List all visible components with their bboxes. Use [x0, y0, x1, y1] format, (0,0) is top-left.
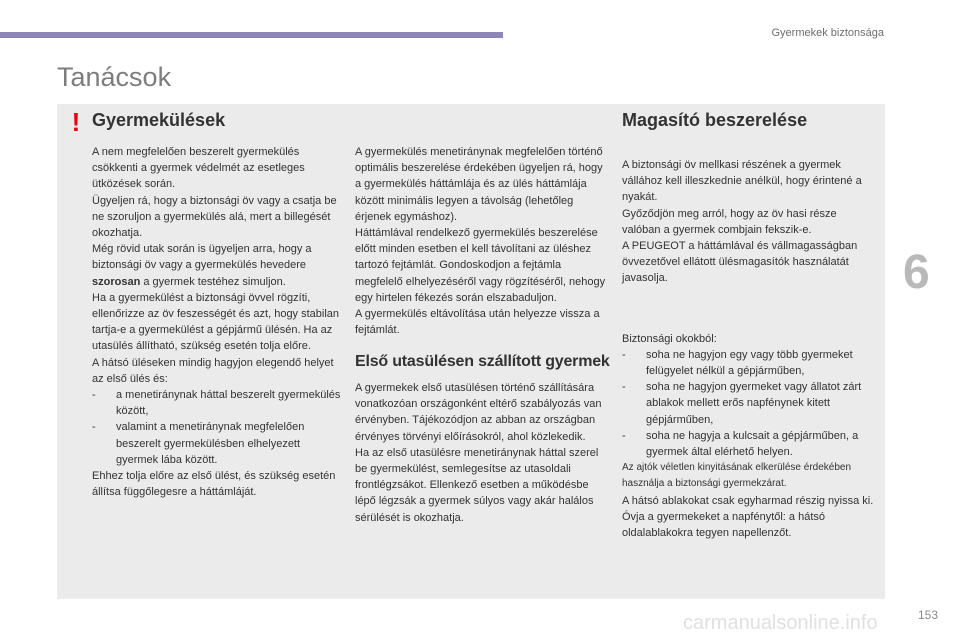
- paragraph: A gyermekek első utasülésen történő szállítására vonatkozóan országonként eltérő szabályozás van érvényben. Tájékozódjon az abban az országban érvényes törvényi előírásokról, ahol közlekedik.: [355, 382, 602, 443]
- paragraph: Ha az első utasülésre menetiránynak háttal szerel be gyermekülést, semlegesítse az utasoldali frontlégzsákot. Ellenkező esetben a működésbe lépő légzsák a gyermek súlyos vagy akár halálos sérülését is okozhatja.: [355, 446, 599, 524]
- page-title: Tanácsok: [57, 62, 172, 92]
- column-2b: [355, 380, 608, 526]
- list-item: - soha ne hagyja a kulcsait a gépjárműben, a gyermek által elérhető helyen.: [622, 429, 859, 459]
- emphasis: szorosan: [92, 275, 141, 288]
- paragraph: Háttámlával rendelkező gyermekülés beszerelése előtt minden esetben el kell távolítani az üléshez tartozó fejtámlát. Gondoskodjon a fejtámla megfelelő elhelyezéséről vagy rögzítéséről, nehogy egy hirtelen fékezés során elszabaduljon.: [355, 227, 606, 304]
- paragraph: Óvja a gyermekeket a napfénytől: a hátsó oldalablakokra tegyen napellenzőt.: [622, 510, 826, 540]
- paragraph: Biztonsági okokból:: [622, 332, 717, 345]
- paragraph: Az ajtók véletlen kinyitásának elkerülése érdekében használja a biztonsági gyermekzárat.: [622, 462, 852, 490]
- watermark: carmanualsonline.info: [683, 612, 878, 634]
- paragraph: A hátsó üléseken mindig hagyjon elegendő helyet az első ülés és:: [92, 356, 334, 385]
- paragraph: Még rövid utak során is ügyeljen arra, hogy a biztonsági öv vagy a gyermekülés hevedere szorosan a gyermek testéhez simuljon.: [92, 243, 312, 288]
- paragraph: A gyermekülés eltávolítása után helyezze vissza a fejtámlát.: [355, 308, 600, 337]
- heading-gyermekulesek: Gyermekülések: [92, 110, 226, 130]
- paragraph: A gyermekülés menetiránynak megfelelően történő optimális beszerelése érdekében ügyeljen rá, hogy a gyermekülés háttámlája és az ülés háttámlája között minimális legyen a távolság (lehetőleg érjenek egymáshoz).: [355, 146, 603, 223]
- paragraph: Ehhez tolja előre az első ülést, és szükség esetén állítsa függőlegesre a háttámláját.: [92, 470, 336, 499]
- paragraph: A nem megfelelően beszerelt gyermekülés csökkenti a gyermek védelmét az esetleges ütközések során.: [92, 146, 305, 191]
- section-accent-bar: [0, 32, 503, 38]
- paragraph: A biztonsági öv mellkasi részének a gyermek vállához kell illeszkednie anélkül, hogy érintené a nyakát.: [622, 159, 862, 204]
- list-item: - valamint a menetiránynak megfelelően beszerelt gyermekülésben elhelyezett gyermek lába között.: [92, 421, 305, 466]
- heading-elso-utasules: Első utasülésen szállított gyermek: [355, 353, 610, 370]
- page-number: 153: [917, 608, 938, 622]
- section-header: Gyermekek biztonsága: [771, 27, 884, 39]
- paragraph: Ügyeljen rá, hogy a biztonsági öv vagy a csatja be ne szoruljon a gyermekülés alá, mert a billegését okozhatja.: [92, 194, 337, 240]
- paragraph: Győződjön meg arról, hogy az öv hasi része valóban a gyermek combjain fekszik-e.: [622, 207, 837, 236]
- list-item: - soha ne hagyjon egy vagy több gyermeket felügyelet nélkül a gépjárműben,: [622, 348, 853, 378]
- chapter-number: 6: [903, 246, 930, 299]
- column-2: [355, 144, 608, 338]
- list-item: - soha ne hagyjon gyermeket vagy állatot zárt ablakok mellett erős napfénynek kitett gépjárműben,: [622, 381, 862, 426]
- paragraph: A hátsó ablakokat csak egyharmad részig nyissa ki.: [622, 494, 874, 507]
- list-item: - a menetiránynak háttal beszerelt gyermekülés között,: [92, 389, 341, 418]
- paragraph: A PEUGEOT a háttámlával és vállmagasságban övvezetővel ellátott ülésmagasítók használatát javasolja.: [622, 240, 858, 285]
- heading-magasito: Magasító beszerelése: [622, 110, 808, 130]
- column-3: [622, 157, 874, 541]
- paragraph: Ha a gyermekülést a biztonsági övvel rögzíti, ellenőrizze az öv feszességét és azt, hogy stabilan tartja-e a gyermekülést a gépjármű ülésén. Ha az utasülés állítható, szükség esetén tolja előre.: [92, 291, 340, 353]
- warning-icon: !: [71, 107, 81, 137]
- column-1: [92, 144, 344, 500]
